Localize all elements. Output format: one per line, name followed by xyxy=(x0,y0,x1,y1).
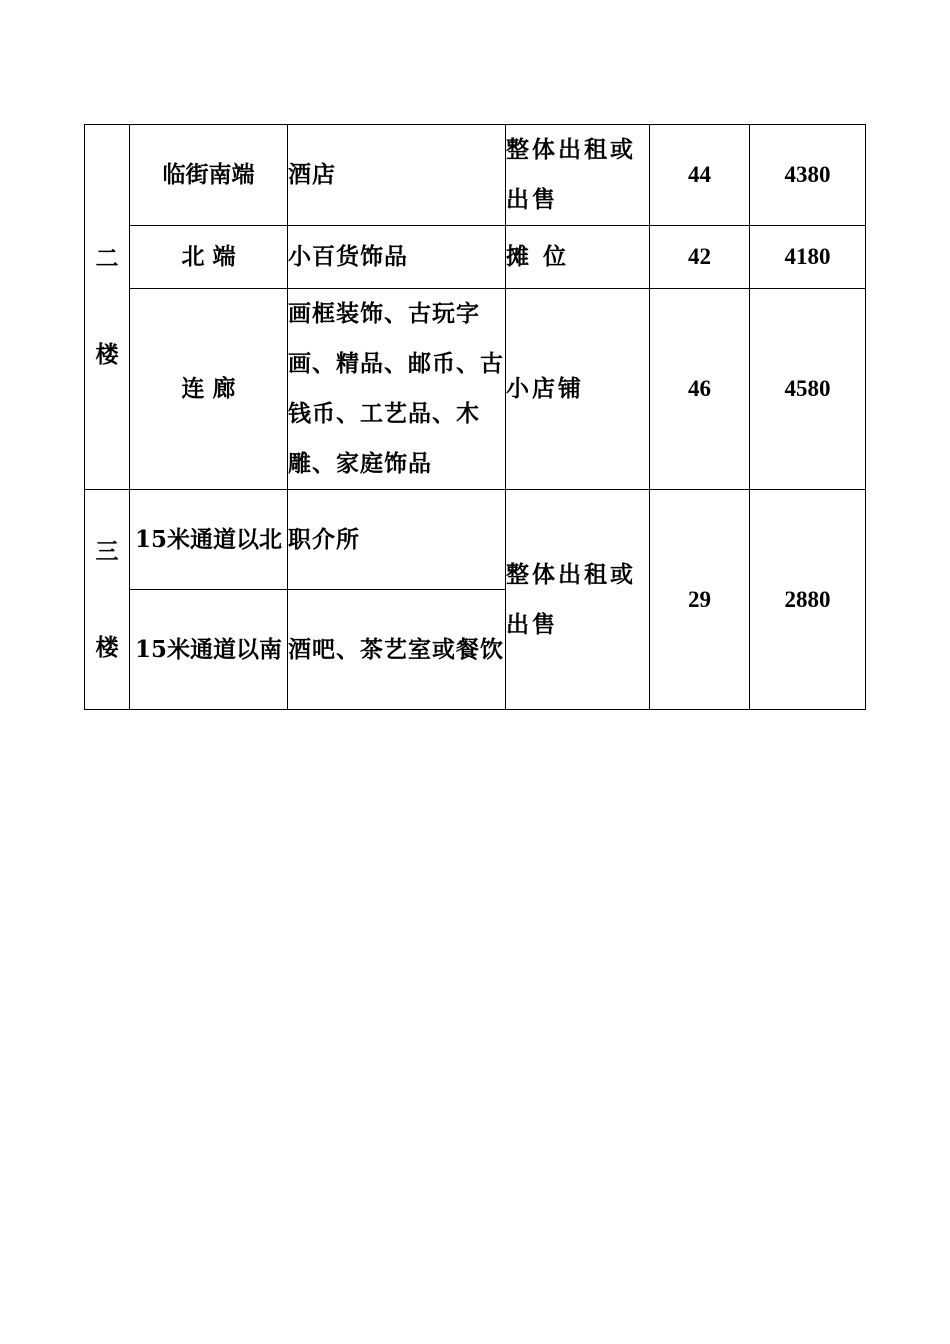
location-cell: 15米通道以南 xyxy=(130,590,288,710)
rental-table xyxy=(84,124,866,710)
floor-label-top: 二 xyxy=(95,245,119,272)
usage-cell: 酒吧、茶艺室或餐饮 xyxy=(288,590,506,710)
mode-cell: 摊 位 xyxy=(506,226,650,289)
floor-label-top: 三 xyxy=(95,537,119,565)
usage-cell: 职介所 xyxy=(288,490,506,590)
floor-label-3 xyxy=(85,490,130,710)
price-cell: 4180 xyxy=(750,226,866,289)
price-cell: 4580 xyxy=(750,289,866,490)
price-cell: 4380 xyxy=(750,125,866,226)
count-cell: 46 xyxy=(650,289,750,490)
count-cell: 44 xyxy=(650,125,750,226)
table-row xyxy=(85,125,866,226)
floor-label-2 xyxy=(85,125,130,490)
floor-label-bottom: 楼 xyxy=(95,341,119,368)
mode-cell: 整体出租或出售 xyxy=(506,490,650,710)
floor-label-bottom: 楼 xyxy=(95,633,119,661)
usage-cell: 酒店 xyxy=(288,125,506,226)
location-cell: 15米通道以北 xyxy=(130,490,288,590)
count-cell: 42 xyxy=(650,226,750,289)
mode-cell: 小店铺 xyxy=(506,289,650,490)
location-cell: 临街南端 xyxy=(130,125,288,226)
usage-cell: 小百货饰品 xyxy=(288,226,506,289)
price-cell: 2880 xyxy=(750,490,866,710)
location-cell: 连 廊 xyxy=(130,289,288,490)
mode-cell: 整体出租或出售 xyxy=(506,125,650,226)
usage-cell: 画框装饰、古玩字画、精品、邮币、古钱币、工艺品、木雕、家庭饰品 xyxy=(288,289,506,490)
location-cell: 北 端 xyxy=(130,226,288,289)
count-cell: 29 xyxy=(650,490,750,710)
table-row xyxy=(85,289,866,490)
table-row xyxy=(85,226,866,289)
table-row xyxy=(85,490,866,590)
